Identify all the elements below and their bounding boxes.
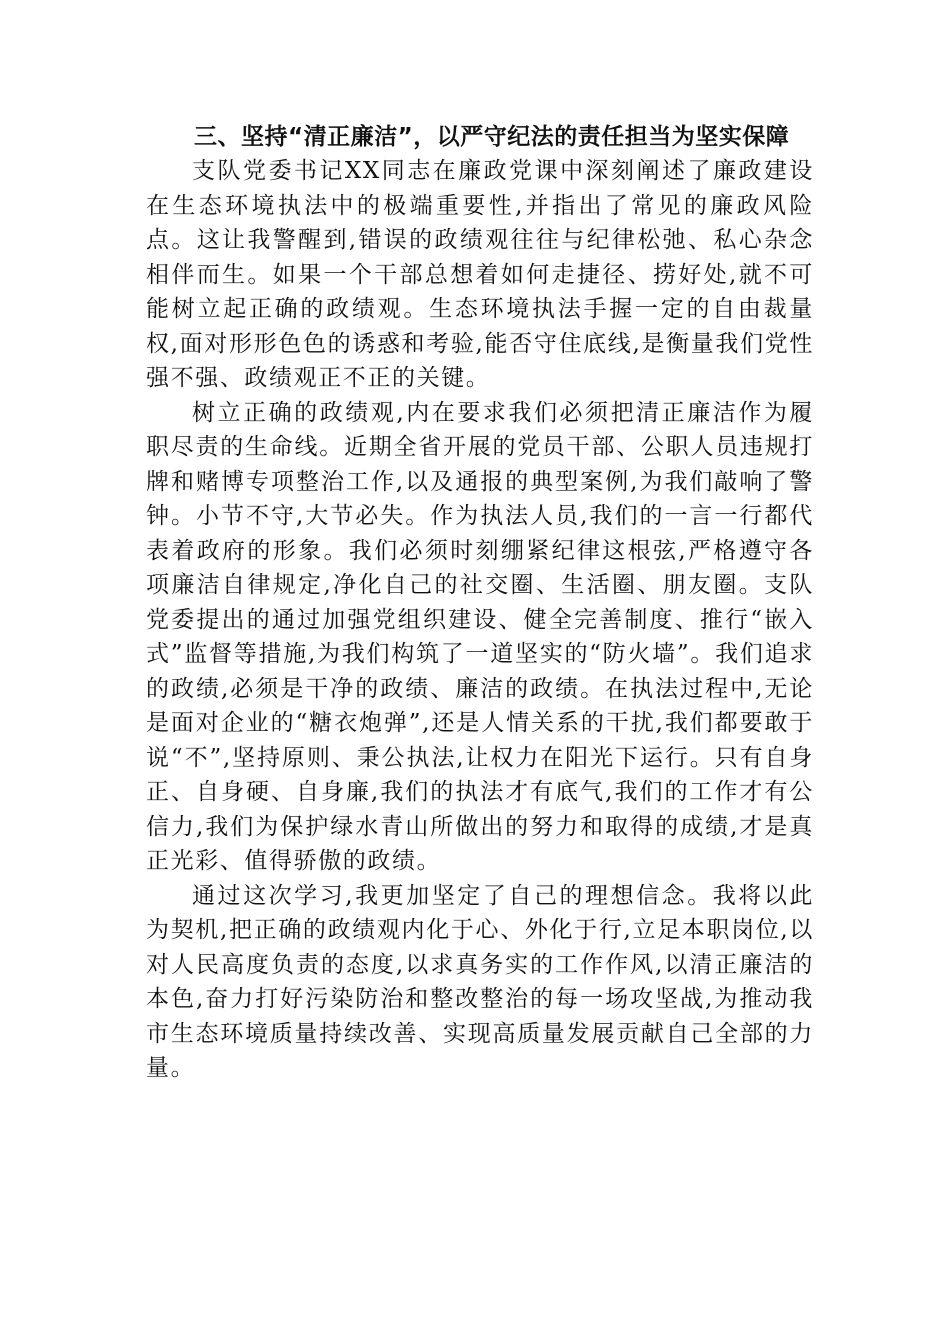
paragraph: 树立正确的政绩观,内在要求我们必须把清正廉洁作为履职尽责的生命线。近期全省开展的党员干部、公职人员违规打牌和赌博专项整治工作,以及通报的典型案例,为我们敲响了警钟。小节不守,大节必失。作为执法人员,我们的一言一行都代表着政府的形象。我们必须时刻绷紧纪律这根弦,严格遵守各项廉洁自律规定,净化自己的社交圈、生活圈、朋友圈。支队党委提出的通过加强党组织建设、健全完善制度、推行“嵌入式”监督等措施,为我们构筑了一道坚实的“防火墙”。我们追求的政绩,必须是干净的政绩、廉洁的政绩。在执法过程中,无论是面对企业的“糖衣炮弹”,还是人情关系的干扰,我们都要敢于说“不”,坚持原则、秉公执法,让权力在阳光下运行。只有自身正、自身硬、自身廉,我们的执法才有底气,我们的工作才有公信力,我们为保护绿水青山所做出的努力和取得的成绩,才是真正光彩、值得骄傲的政绩。	[146, 399, 814, 874]
paragraph: 支队党委书记XX同志在廉政党课中深刻阐述了廉政建设在生态环境执法中的极端重要性,并指出了常见的廉政风险点。这让我警醒到,错误的政绩观往往与纪律松弛、私心杂念相伴而生。如果一个干部总想着如何走捷径、捞好处,就不可能树立起正确的政绩观。生态环境执法手握一定的自由裁量权,面对形形色色的诱惑和考验,能否守住底线,是衡量我们党性强不强、政绩观正不正的关键。	[146, 158, 814, 391]
document-body	[146, 120, 814, 1086]
paragraph: 通过这次学习,我更加坚定了自己的理想信念。我将以此为契机,把正确的政绩观内化于心、外化于行,立足本职岗位,以对人民高度负责的态度,以求真务实的工作作风,以清正廉洁的本色,奋力打好污染防治和整改整治的每一场攻坚战,为推动我市生态环境质量持续改善、实现高质量发展贡献自己全部的力量。	[146, 882, 814, 1081]
section-heading: 三、坚持“清正廉洁”，以严守纪法的责任担当为坚实保障	[194, 124, 790, 150]
